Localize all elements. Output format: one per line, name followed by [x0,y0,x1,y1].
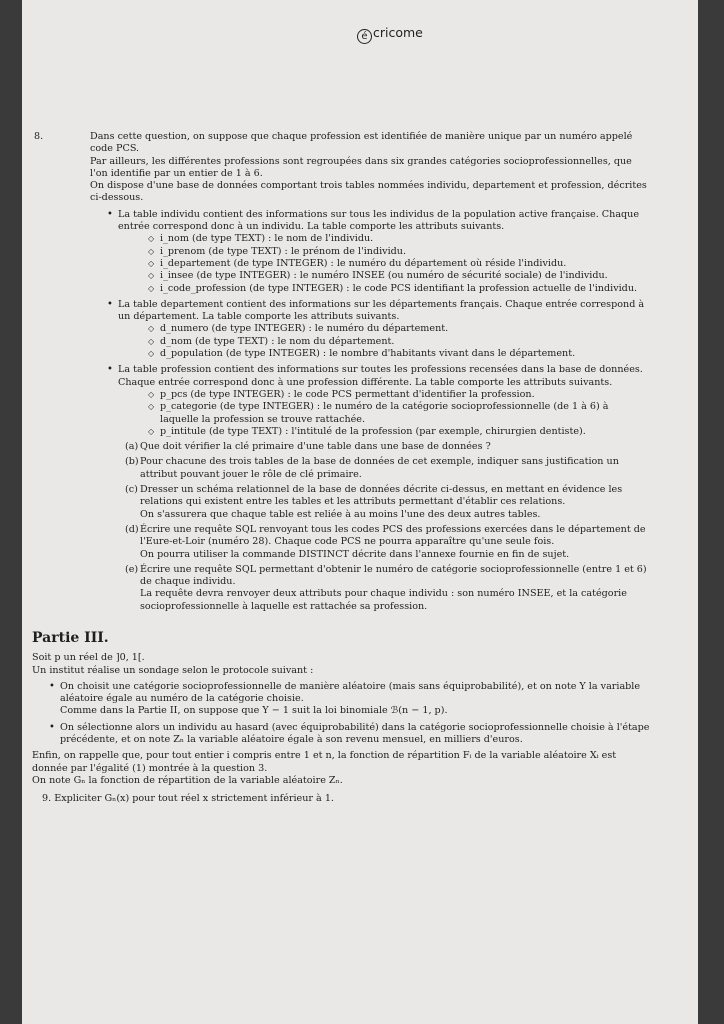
logo-text: cricome [373,25,423,40]
diamond-bullet-icon: ◇ [148,402,155,412]
diamond-bullet-icon: ◇ [148,336,155,346]
partie3-line2: Un institut réalise un sondage selon le protocole suivant : [32,664,314,676]
diamond-bullet-icon: ◇ [148,349,155,359]
partie3-bullet-1: • On choisit une catégorie socioprofessionnelle de manière aléatoire (mais sans équiprobabilité), et on note Y la variable aléatoire égale au numéro de la catégorie choisie. Comme dans la Partie II, on suppose que Y − 1 suit la loi binomiale ℬ(n − 1, p). [49,680,641,717]
departement-desc: La table departement contient des informations sur les départements français. Chaque entrée correspond à un département. La table comporte les attributs suivants. [118,298,645,323]
diamond-bullet-icon: ◇ [148,258,155,268]
diamond-bullet-icon: ◇ [148,246,155,256]
q8-intro-3: On dispose d'une base de données comportant trois tables nommées individu, departement et profession, décrites ci-dessous. [90,180,647,204]
diamond-bullet-icon: ◇ [148,283,155,293]
subquestion-d: (d) Écrire une requête SQL renvoyant tous les codes PCS des professions exercées dans le département de l'Eure-et-Loir (numéro 28). Chaque code PCS ne pourra apparaître qu'une seule fois. On pourra utiliser la commande DISTINCT décrite dans l'annexe fournie en fin de sujet. [125,523,646,560]
bullet-icon: • [107,298,113,310]
departement-table-block [90,299,650,324]
individu-desc: La table individu contient des informations sur tous les individus de la population active française. Chaque entrée correspond donc à un individu. La table comporte les attributs suivants. [118,208,640,233]
list-item: ◇ i_nom (de type TEXT) : le nom de l'individu. [148,233,374,245]
subquestion-a: (a) Que doit vérifier la clé primaire d'une table dans une base de données ? [125,441,491,453]
bullet-icon: • [107,364,113,376]
list-item: ◇ p_pcs (de type INTEGER) : le code PCS permettant d'identifier la profession. [148,388,535,400]
profession-table-block [90,364,650,389]
subquestion-b: (b) Pour chacune des trois tables de la base de données de cet exemple, indiquer sans justification un attribut pouvant jouer le rôle de clé primaire. [125,456,619,480]
individu-table-block [90,209,650,234]
list-item: ◇ d_nom (de type TEXT) : le nom du département. [148,335,395,347]
diamond-bullet-icon: ◇ [148,389,155,399]
question-9: 9. Expliciter Gₙ(x) pour tout réel x strictement inférieur à 1. [42,793,334,805]
main-content [32,131,650,806]
logo-mark-icon: é [357,29,372,44]
document-page [22,0,698,1024]
section-title: Partie III. [32,629,109,646]
partie3-line4: On note Gₙ la fonction de répartition de la variable aléatoire Zₙ. [32,774,343,786]
q8-intro-2: Par ailleurs, les différentes professions sont regroupées dans six grandes catégories socioprofessionnelles, que l'on identifie par un entier de 1 à 6. [90,155,632,179]
question-8 [34,131,650,613]
list-item: ◇ d_population (de type INTEGER) : le nombre d'habitants vivant dans le département. [148,348,576,360]
question-number: 8. [34,131,44,142]
partie3-body [32,652,650,805]
partie3-line3: Enfin, on rappelle que, pour tout entier i compris entre 1 et n, la fonction de répartition Fᵢ de la variable aléatoire Xᵢ est donnée par l'égalité (1) montrée à la question 3. [32,750,617,774]
subquestion-e: (e) Écrire une requête SQL permettant d'obtenir le numéro de catégorie socioprofessionnelle (entre 1 et 6) de chaque individu. La requête devra renvoyer deux attributs pour chaque individu : son numéro INSEE, et la catégorie socioprofessionnelle à laquelle est rattachée sa profession. [125,563,647,612]
diamond-bullet-icon: ◇ [148,426,155,436]
q8-intro-1: Dans cette question, on suppose que chaque profession est identifiée de manière unique par un numéro appelé code PCS. [90,131,633,155]
list-item: ◇ i_departement (de type INTEGER) : le numéro du département où réside l'individu. [148,257,567,269]
list-item: ◇ p_categorie (de type INTEGER) : le numéro de la catégorie socioprofessionnelle (de 1 à 6) à laquelle la profession se trouve rattachée. [148,401,609,425]
partie3-line1: Soit p un réel de ]0, 1[. [32,652,145,664]
subquestion-c: (c) Dresser un schéma relationnel de la base de données décrite ci-dessus, en mettant en évidence les relations qui existent entre les tables et les attributs permettant d'établir ces relations. On s'assurera que chaque table est reliée à au moins l'une des deux autres tables. [125,484,623,520]
diamond-bullet-icon: ◇ [148,271,155,281]
list-item: ◇ i_insee (de type INTEGER) : le numéro INSEE (ou numéro de sécurité sociale) de l'individu. [148,270,608,282]
list-item: ◇ i_code_profession (de type INTEGER) : le code PCS identifiant la profession actuelle de l'individu. [148,282,638,294]
bullet-icon: • [49,680,55,692]
ecricome-logo [357,25,423,44]
bullet-icon: • [49,721,55,733]
diamond-bullet-icon: ◇ [148,324,155,334]
profession-desc: La table profession contient des informations sur toutes les professions recensées dans la base de données. Chaque entrée correspond donc à une profession différente. La table comporte les attributs suivants. [118,364,643,388]
list-item: ◇ p_intitule (de type TEXT) : l'intitulé de la profession (par exemple, chirurgien dentiste). [148,425,586,437]
list-item: ◇ i_prenom (de type TEXT) : le prénom de l'individu. [148,245,407,257]
diamond-bullet-icon: ◇ [148,234,155,244]
list-item: ◇ d_numero (de type INTEGER) : le numéro du département. [148,323,449,335]
partie3-bullet-2: • On sélectionne alors un individu au hasard (avec équiprobabilité) dans la catégorie socioprofessionnelle choisie à l'étape précédente, et on note Zₙ la variable aléatoire égale à son revenu mensuel, en milliers d'euros. [49,721,650,746]
bullet-icon: • [107,208,113,220]
